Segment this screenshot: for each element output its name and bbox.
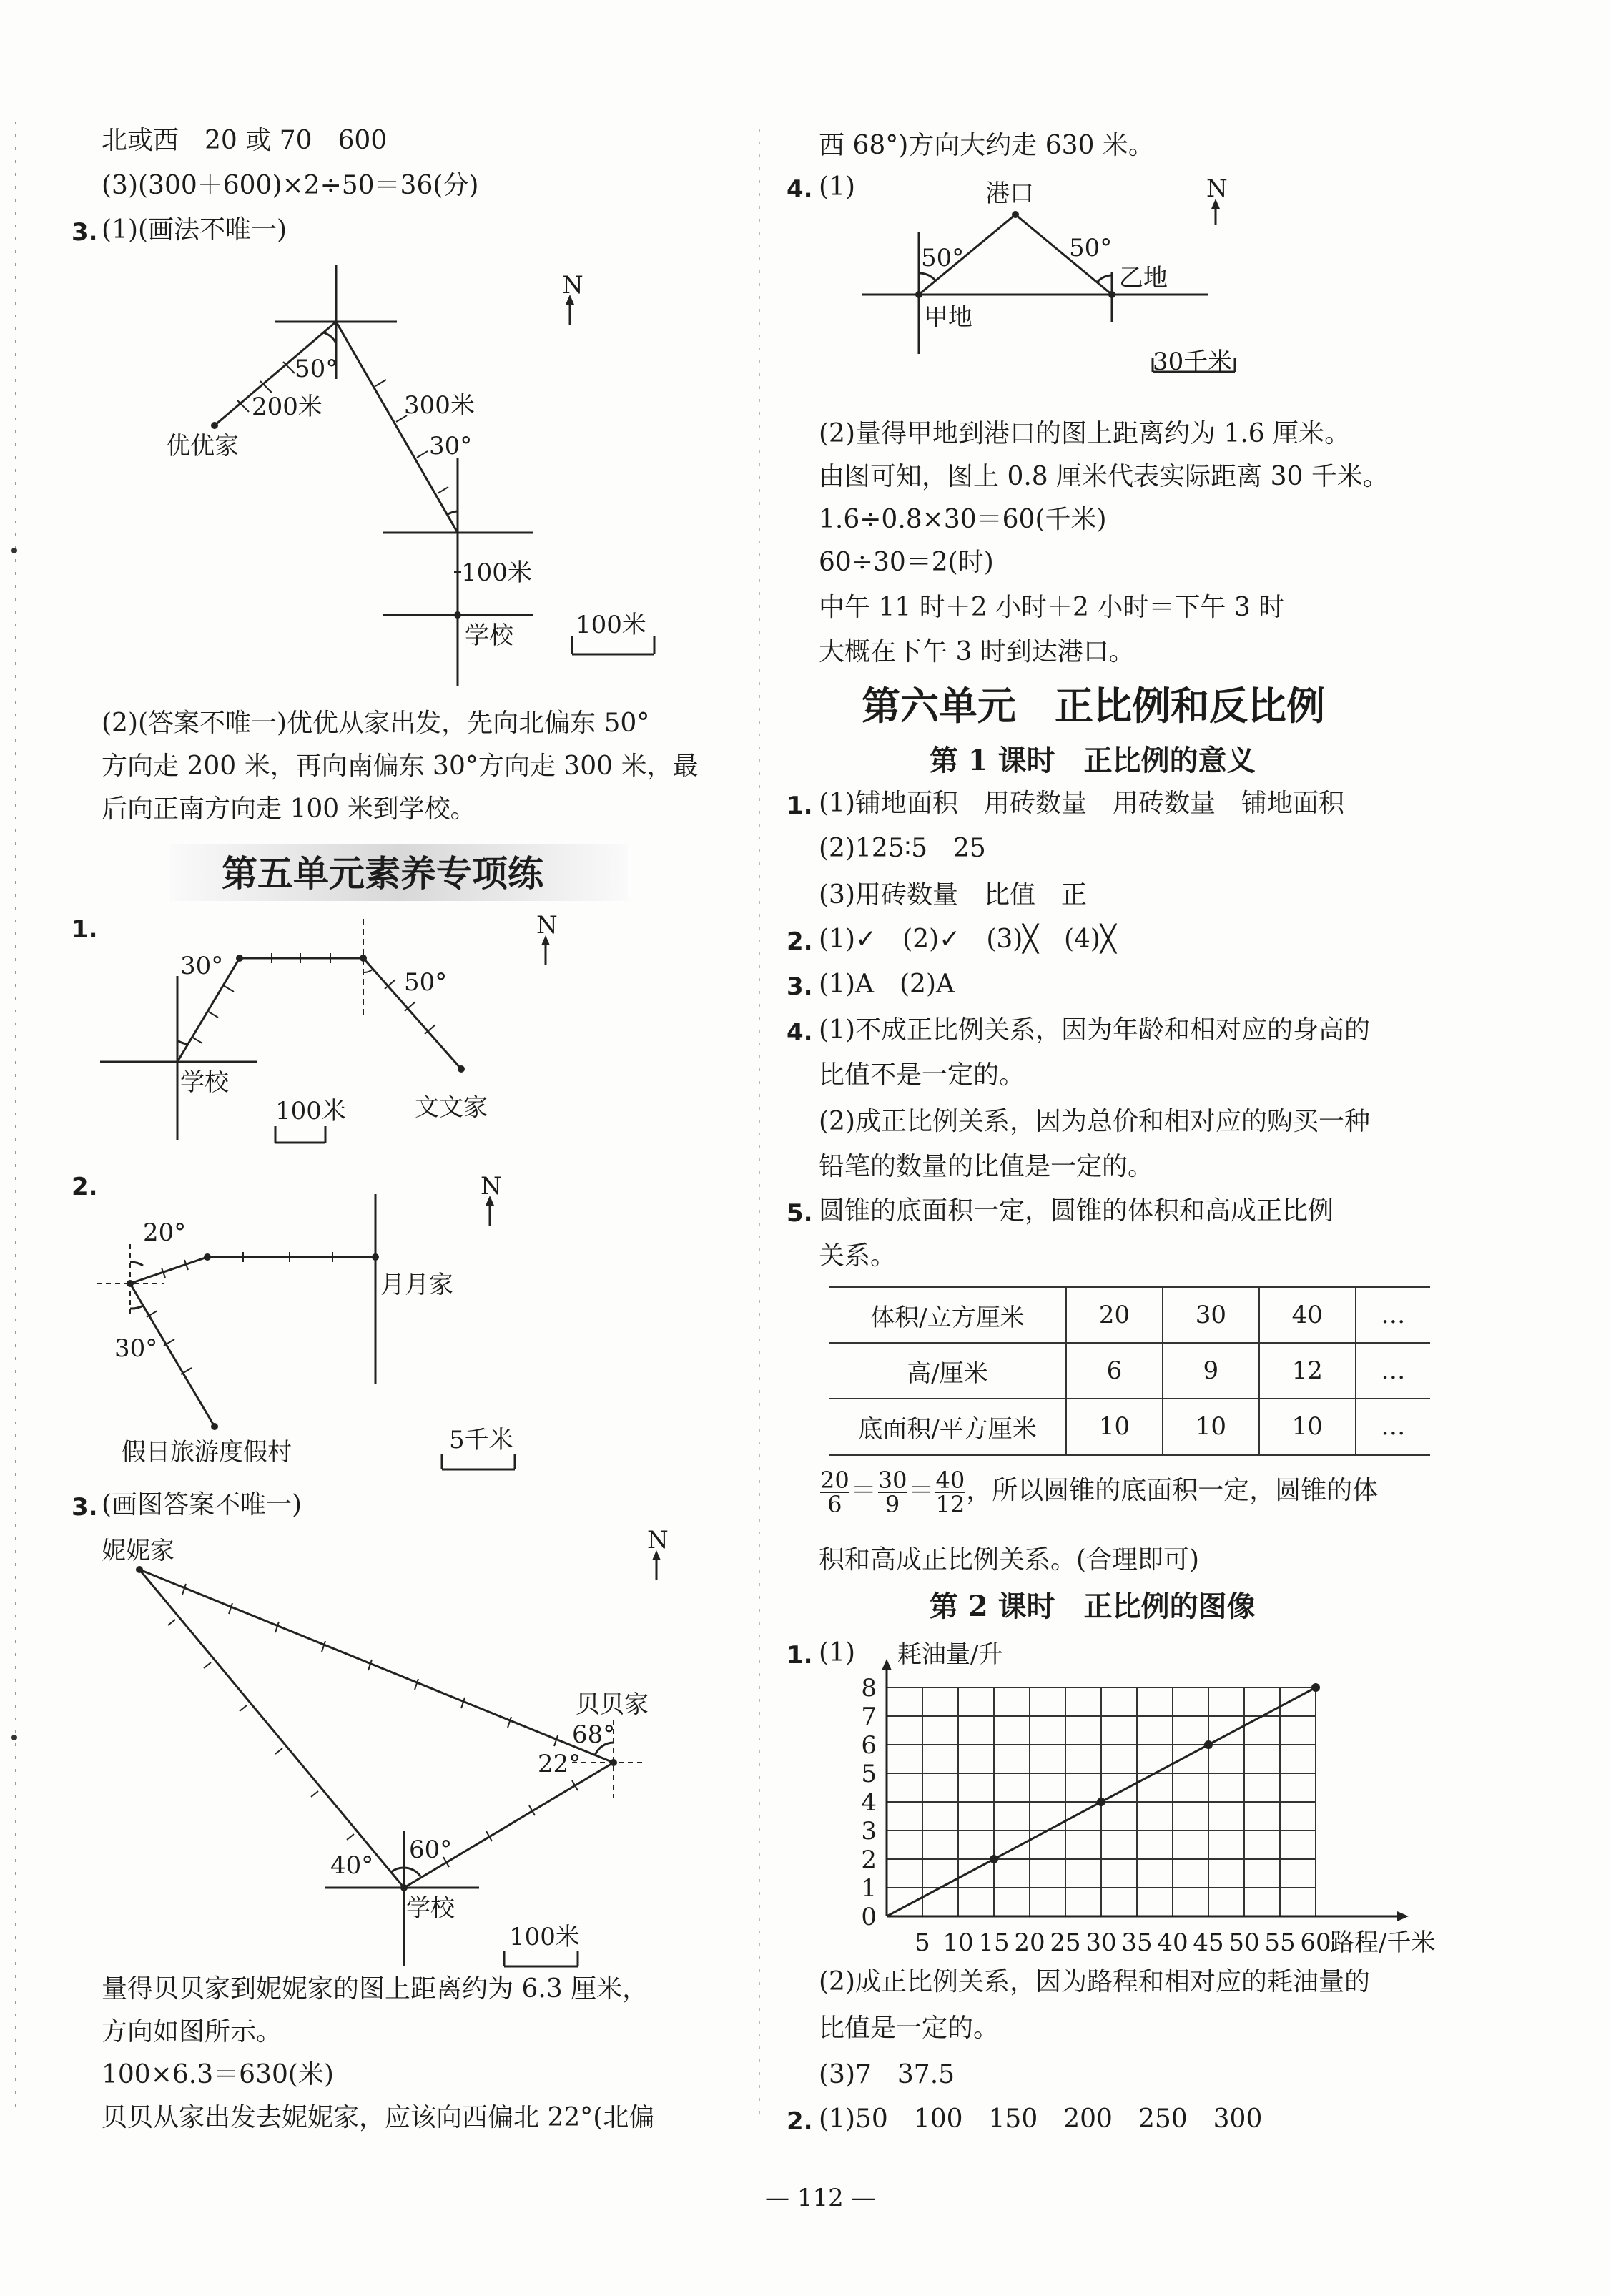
- answer-line: 比值是一定的。: [819, 2014, 1000, 2043]
- answer-line: (3)7 37.5: [819, 2060, 955, 2089]
- y-tick-label: 2: [861, 1846, 877, 1874]
- table-cell: 10: [1163, 1399, 1259, 1455]
- answer-line: 100×6.3＝630(米): [102, 2060, 334, 2089]
- answer-line: (1)50 100 150 200 250 300: [819, 2104, 1263, 2134]
- answer-line: 大概在下午 3 时到达港口。: [819, 637, 1135, 666]
- angle-label: 50°: [404, 968, 448, 997]
- question-number: 1.: [787, 1641, 813, 1670]
- angle-label: 40°: [330, 1851, 374, 1880]
- fraction: $\frac{20}{6}$: [820, 1467, 849, 1518]
- north-label: N: [536, 911, 558, 940]
- section-title: 第五单元素养专项练: [222, 852, 543, 895]
- x-tick-label: 10: [942, 1928, 974, 1957]
- answer-line: 铅笔的数量的比值是一定的。: [819, 1152, 1154, 1181]
- answer-line: 积和高成正比例关系。(合理即可): [819, 1545, 1200, 1575]
- answer-line: 量得贝贝家到妮妮家的图上距离约为 6.3 厘米，: [102, 1974, 649, 2004]
- question-text: (1)(画法不唯一): [102, 215, 287, 245]
- table-cell: 高/厘米: [829, 1343, 1066, 1399]
- question-number: 2.: [72, 1173, 98, 1201]
- angle-label: 68°: [572, 1720, 616, 1749]
- angle-label: 30°: [114, 1334, 158, 1363]
- school-label: 学校: [180, 1068, 229, 1097]
- angle-label: 50°: [921, 244, 965, 272]
- distance-label: 300米: [404, 391, 475, 420]
- x-tick-label: 25: [1050, 1928, 1081, 1957]
- table-cell: 12: [1259, 1343, 1356, 1399]
- fraction: $\frac{40}{12}$: [935, 1467, 965, 1518]
- y-tick-label: 3: [861, 1817, 877, 1846]
- home-label: 月月家: [380, 1271, 453, 1299]
- x-tick-label: 5: [915, 1928, 930, 1957]
- answer-line: (1)铺地面积 用砖数量 用砖数量 铺地面积: [819, 789, 1344, 818]
- scale-label: 100米: [509, 1923, 580, 1951]
- data-point: [990, 1855, 998, 1863]
- x-tick-label: 35: [1121, 1928, 1153, 1957]
- table-cell: 底面积/平方厘米: [829, 1399, 1066, 1455]
- question-number: 5.: [787, 1199, 813, 1228]
- question-number: 4.: [787, 175, 813, 204]
- answer-line: (2)量得甲地到港口的图上距离约为 1.6 厘米。: [819, 419, 1351, 448]
- scale-label: 5千米: [449, 1426, 513, 1454]
- answer-line: (2)成正比例关系，因为总价和相对应的购买一种: [819, 1107, 1370, 1136]
- left-line-1: 北或西 20 或 70 600: [102, 126, 388, 155]
- home-label: 妮妮家: [102, 1537, 174, 1565]
- data-point: [1204, 1740, 1213, 1749]
- scale-label: 30千米: [1153, 348, 1233, 376]
- left-line-2: (3)(300＋600)×2÷50＝36(分): [102, 171, 479, 200]
- page-number: — 112 —: [765, 2184, 876, 2212]
- distance-label: 100米: [461, 558, 532, 587]
- right-line-1: 西 68°)方向大约走 630 米。: [819, 131, 1154, 160]
- answer-line: 方向如图所示。: [102, 2017, 282, 2046]
- y-tick-label: 6: [861, 1731, 877, 1760]
- fraction: $\frac{30}{9}$: [877, 1467, 907, 1518]
- answer-line: 贝贝从家出发去妮妮家，应该向西偏北 22°(北偏: [102, 2103, 655, 2132]
- y-axis-arrow: [882, 1659, 892, 1670]
- x-tick-label: 20: [1014, 1928, 1045, 1957]
- table-cell: 40: [1259, 1287, 1356, 1344]
- question-number: 2.: [787, 927, 813, 956]
- answer-line: (2)(答案不唯一)优优从家出发，先向北偏东 50°: [102, 709, 650, 738]
- north-label: N: [481, 1172, 502, 1201]
- resort-label: 假日旅游度假村: [122, 1438, 292, 1467]
- answer-line: 1.6÷0.8×30＝60(千米): [819, 505, 1107, 534]
- school-label: 学校: [465, 621, 513, 650]
- place-label: 乙地: [1119, 264, 1168, 292]
- answer-line: (1)A (2)A: [819, 970, 955, 999]
- question-number: 2.: [787, 2107, 813, 2136]
- scale-label: 100米: [275, 1097, 346, 1125]
- table-cell: 10: [1066, 1399, 1163, 1455]
- angle-label: 30°: [180, 952, 224, 980]
- table-cell: …: [1356, 1399, 1430, 1455]
- x-tick-label: 50: [1228, 1928, 1260, 1957]
- answer-line: (1)✓ (2)✓ (3)╳ (4)╳: [819, 925, 1116, 954]
- table-cell: 9: [1163, 1343, 1259, 1399]
- angle-label: 30°: [429, 432, 473, 460]
- home-label: 文文家: [415, 1093, 488, 1122]
- answer-line: (2)成正比例关系，因为路程和相对应的耗油量的: [819, 1967, 1370, 1996]
- x-tick-label: 15: [978, 1928, 1010, 1957]
- answer-line: 方向走 200 米，再向南偏东 30°方向走 300 米，最: [102, 752, 699, 781]
- table-cell: 10: [1259, 1399, 1356, 1455]
- home-label: 贝贝家: [576, 1690, 649, 1719]
- port-label: 港口: [985, 179, 1034, 208]
- question-number: 3.: [72, 218, 98, 247]
- answer-line: 由图可知，图上 0.8 厘米代表实际距离 30 千米。: [819, 462, 1389, 491]
- angle-label: 60°: [409, 1836, 453, 1864]
- angle-label: 50°: [1069, 234, 1113, 262]
- north-label: N: [1206, 174, 1228, 203]
- answer-line: 圆锥的底面积一定，圆锥的体积和高成正比例: [819, 1196, 1334, 1226]
- angle-label: 20°: [143, 1218, 187, 1247]
- lesson-title: 第 2 课时 正比例的图像: [930, 1590, 1256, 1623]
- y-tick-label: 0: [861, 1903, 877, 1931]
- y-tick-label: 5: [861, 1760, 877, 1788]
- answer-line: 后向正南方向走 100 米到学校。: [102, 794, 476, 824]
- unit-title: 第六单元 正比例和反比例: [862, 683, 1325, 729]
- distance-label: 200米: [252, 393, 322, 421]
- answer-line: (2)125∶5 25: [819, 834, 986, 863]
- table-cell: …: [1356, 1287, 1430, 1344]
- y-tick-label: 8: [861, 1674, 877, 1703]
- north-label: N: [562, 271, 583, 300]
- answer-line: 关系。: [819, 1241, 897, 1271]
- answer-line: 比值不是一定的。: [819, 1060, 1025, 1090]
- y-tick-label: 7: [861, 1703, 877, 1731]
- answer-line: 60÷30＝2(时): [819, 548, 994, 577]
- x-axis-label: 路程/千米: [1330, 1928, 1436, 1957]
- lesson-title: 第 1 课时 正比例的意义: [930, 744, 1256, 777]
- question-number: 3.: [787, 972, 813, 1001]
- table-cell: 6: [1066, 1343, 1163, 1399]
- north-label: N: [647, 1526, 669, 1555]
- question-text: (画图答案不唯一): [102, 1490, 302, 1519]
- table-cell: 20: [1066, 1287, 1163, 1344]
- data-point: [1311, 1683, 1320, 1692]
- x-tick-label: 30: [1085, 1928, 1117, 1957]
- answer-line: 中午 11 时＋2 小时＋2 小时＝下午 3 时: [819, 593, 1285, 622]
- y-axis-label: 耗油量/升: [897, 1640, 1003, 1669]
- answer-line: (3)用砖数量 比值 正: [819, 880, 1087, 910]
- question-text: (1): [819, 1638, 855, 1667]
- fraction-line: $\frac{20}{6}$ ＝ $\frac{30}{9}$ ＝ $\frac{40}{12}$ ，所以圆锥的底面积一定，圆锥的体: [820, 1467, 1379, 1518]
- question-text: (1): [819, 172, 855, 202]
- y-tick-label: 4: [861, 1788, 877, 1817]
- x-tick-label: 60: [1300, 1928, 1331, 1957]
- table-cell: …: [1356, 1343, 1430, 1399]
- question-number: 3.: [72, 1493, 98, 1522]
- x-tick-label: 55: [1264, 1928, 1296, 1957]
- angle-label: 22°: [538, 1750, 581, 1778]
- x-tick-label: 40: [1157, 1928, 1188, 1957]
- question-number: 1.: [72, 915, 98, 944]
- question-number: 4.: [787, 1018, 813, 1047]
- answer-line: (1)不成正比例关系，因为年龄和相对应的身高的: [819, 1015, 1370, 1045]
- x-tick-label: 45: [1193, 1928, 1224, 1957]
- angle-label: 50°: [295, 355, 338, 383]
- y-tick-label: 1: [861, 1874, 877, 1903]
- question-number: 1.: [787, 792, 813, 820]
- place-label: 甲地: [924, 303, 972, 332]
- data-point: [1097, 1798, 1105, 1806]
- table-cell: 体积/立方厘米: [829, 1287, 1066, 1344]
- x-axis-arrow: [1397, 1911, 1409, 1921]
- school-label: 学校: [406, 1894, 455, 1923]
- home-label: 优优家: [166, 432, 239, 460]
- scale-label: 100米: [576, 611, 646, 639]
- table-cell: 30: [1163, 1287, 1259, 1344]
